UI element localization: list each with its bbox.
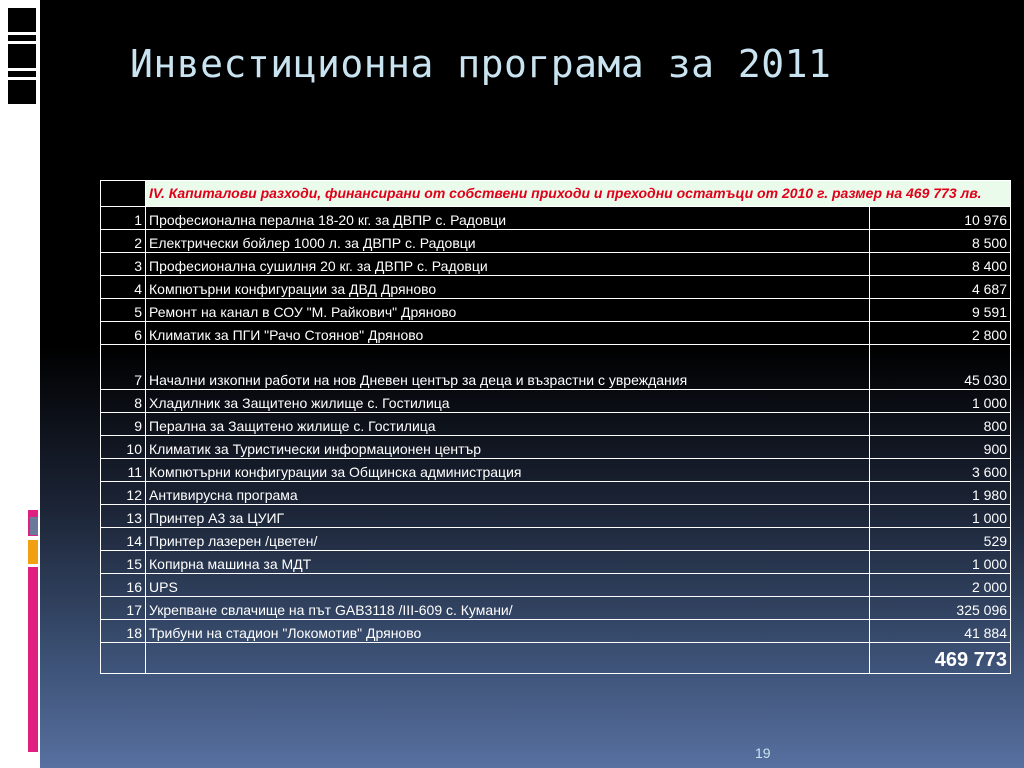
- total-amount: 469 773: [870, 643, 1011, 674]
- row-description: Трибуни на стадион "Локомотив" Дряново: [146, 620, 870, 643]
- header-blank-cell: [101, 181, 146, 207]
- table-row: [101, 345, 1011, 390]
- row-number: 13: [101, 505, 146, 528]
- row-amount: 900: [870, 436, 1011, 459]
- row-number: 6: [101, 322, 146, 345]
- row-description: Компютърни конфигурации за Общинска администрация: [146, 459, 870, 482]
- decor-block: [8, 71, 36, 77]
- table-row: [101, 253, 1011, 276]
- row-description: Принтер лазерен /цветен/: [146, 528, 870, 551]
- table-row: [101, 459, 1011, 482]
- row-amount: 1 980: [870, 482, 1011, 505]
- table-header-text: IV. Капиталови разходи, финансирани от собствени приходи и преходни остатъци от 2010 г. размер на 469 773 лв.: [146, 181, 1011, 207]
- row-number: 2: [101, 230, 146, 253]
- page-number: 19: [755, 745, 771, 761]
- row-description: Климатик за ПГИ "Рачо Стоянов" Дряново: [146, 322, 870, 345]
- budget-table: [100, 180, 1011, 674]
- row-number: 7: [101, 345, 146, 390]
- row-description: UPS: [146, 574, 870, 597]
- table-row: [101, 574, 1011, 597]
- table-row: [101, 597, 1011, 620]
- row-number: 17: [101, 597, 146, 620]
- row-amount: 41 884: [870, 620, 1011, 643]
- row-amount: 3 600: [870, 459, 1011, 482]
- table-row: [101, 390, 1011, 413]
- table-row: [101, 482, 1011, 505]
- row-number: 3: [101, 253, 146, 276]
- row-description: Професионална сушилня 20 кг. за ДВПР с. Радовци: [146, 253, 870, 276]
- row-number: 14: [101, 528, 146, 551]
- row-amount: 8 500: [870, 230, 1011, 253]
- row-description: Климатик за Туристически информационен център: [146, 436, 870, 459]
- row-number: 4: [101, 276, 146, 299]
- table-row: [101, 299, 1011, 322]
- row-description: Компютърни конфигурации за ДВД Дряново: [146, 276, 870, 299]
- row-amount: 1 000: [870, 551, 1011, 574]
- row-amount: 2 000: [870, 574, 1011, 597]
- row-amount: 4 687: [870, 276, 1011, 299]
- row-amount: 8 400: [870, 253, 1011, 276]
- row-amount: 800: [870, 413, 1011, 436]
- row-description: Принтер А3 за ЦУИГ: [146, 505, 870, 528]
- table-row: [101, 505, 1011, 528]
- row-amount: 1 000: [870, 505, 1011, 528]
- row-number: 1: [101, 207, 146, 230]
- decor-block: [8, 35, 36, 41]
- row-number: 11: [101, 459, 146, 482]
- decor-block: [8, 80, 36, 104]
- accent-bar-pink-long: [28, 567, 38, 752]
- accent-bar-gray: [30, 517, 38, 535]
- table-row: [101, 528, 1011, 551]
- row-number: 8: [101, 390, 146, 413]
- row-amount: 2 800: [870, 322, 1011, 345]
- row-amount: 9 591: [870, 299, 1011, 322]
- row-number: 12: [101, 482, 146, 505]
- row-description: Копирна машина за МДТ: [146, 551, 870, 574]
- total-blank-cell: [101, 643, 146, 674]
- row-amount: 10 976: [870, 207, 1011, 230]
- row-amount: 325 096: [870, 597, 1011, 620]
- row-description: Ремонт на канал в СОУ "М. Райкович" Дряново: [146, 299, 870, 322]
- row-description: Перална за Защитено жилище с. Гостилица: [146, 413, 870, 436]
- row-description: Антивирусна програма: [146, 482, 870, 505]
- table-header-row: [101, 181, 1011, 207]
- row-number: 18: [101, 620, 146, 643]
- total-row: [101, 643, 1011, 674]
- decor-block: [8, 44, 36, 68]
- row-amount: 45 030: [870, 345, 1011, 390]
- slide-decor-icon: [8, 0, 36, 128]
- row-number: 5: [101, 299, 146, 322]
- table-row: [101, 436, 1011, 459]
- table-row: [101, 276, 1011, 299]
- slide-title: Инвестиционна програма за 2011: [130, 42, 832, 86]
- row-description: Укрепване свлачище на път GAB3118 /III-609 с. Кумани/: [146, 597, 870, 620]
- table-row: [101, 230, 1011, 253]
- decor-block: [8, 8, 36, 32]
- row-description: Хладилник за Защитено жилище с. Гостилица: [146, 390, 870, 413]
- row-amount: 529: [870, 528, 1011, 551]
- row-description: Начални изкопни работи на нов Дневен център за деца и възрастни с увреждания: [146, 345, 870, 390]
- row-description: Професионална перална 18-20 кг. за ДВПР с. Радовци: [146, 207, 870, 230]
- table-row: [101, 620, 1011, 643]
- total-label-cell: [146, 643, 870, 674]
- accent-bar-orange: [28, 540, 38, 564]
- row-number: 16: [101, 574, 146, 597]
- table-row: [101, 413, 1011, 436]
- table-row: [101, 207, 1011, 230]
- row-number: 10: [101, 436, 146, 459]
- row-amount: 1 000: [870, 390, 1011, 413]
- table-row: [101, 551, 1011, 574]
- row-number: 9: [101, 413, 146, 436]
- row-description: Електрически бойлер 1000 л. за ДВПР с. Радовци: [146, 230, 870, 253]
- row-number: 15: [101, 551, 146, 574]
- table-row: [101, 322, 1011, 345]
